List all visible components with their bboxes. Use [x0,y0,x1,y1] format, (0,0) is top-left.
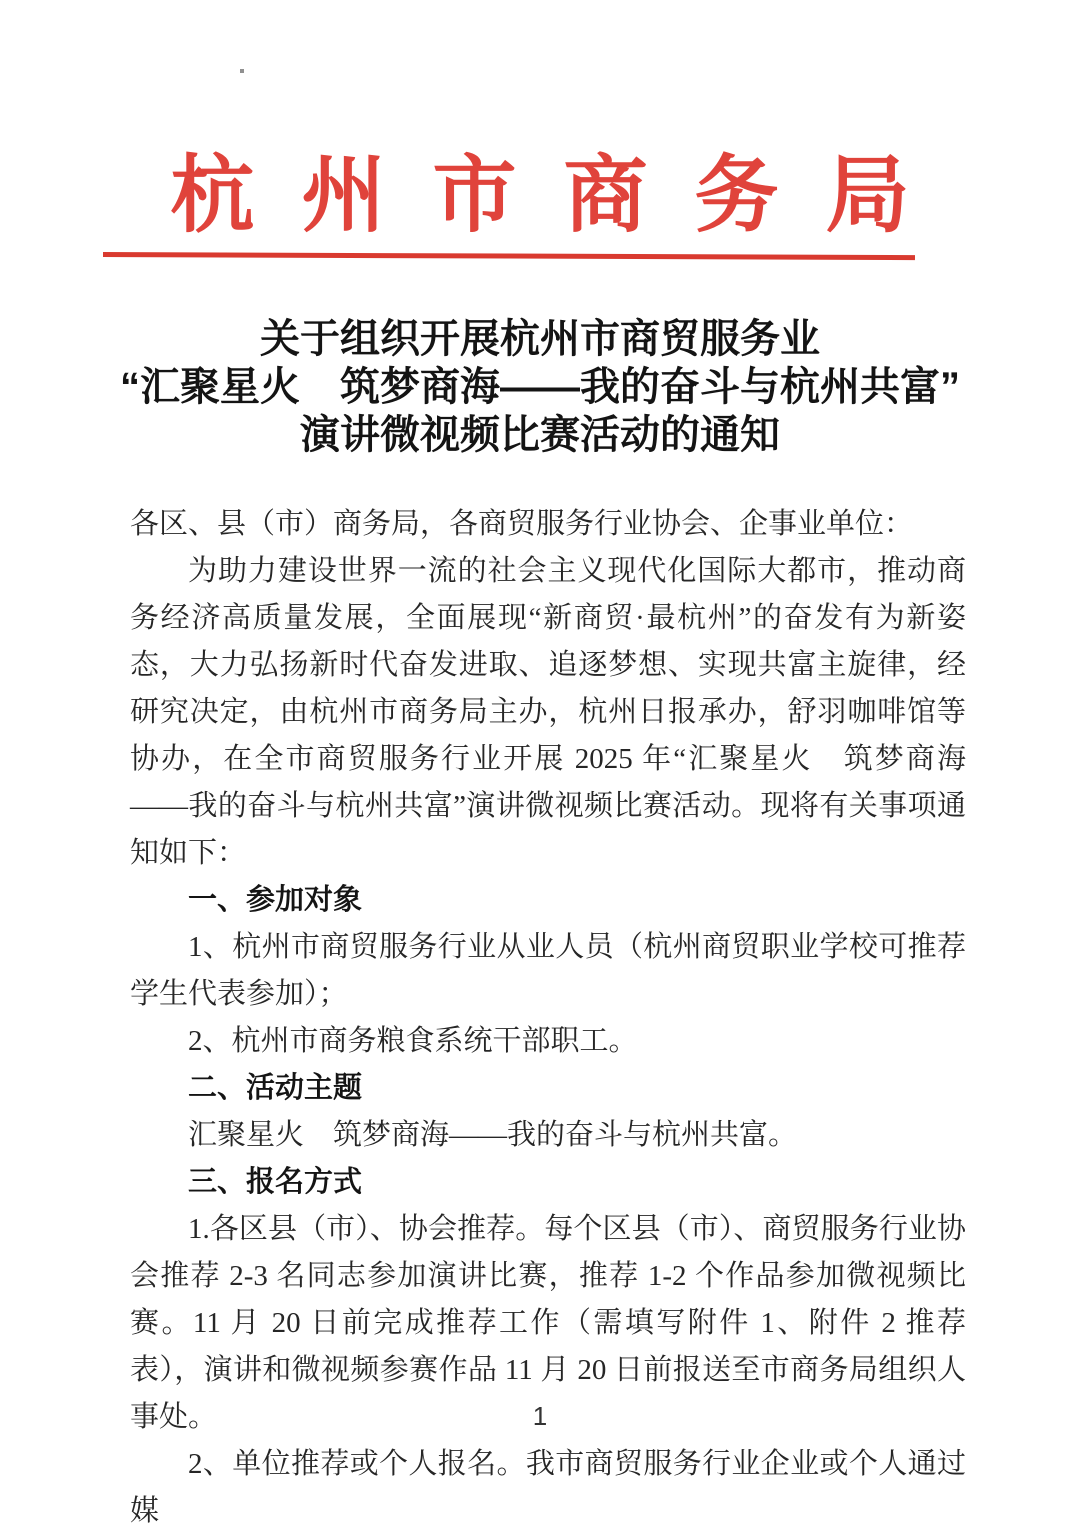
section-heading-theme: 二、活动主题 [188,1072,363,1105]
document-title [0,315,1080,459]
section-heading-participants: 一、参加对象 [188,884,363,917]
registration-item-1: 1.各区县（市）、协会推荐。每个区县（市）、商贸服务行业协会推荐 2-3 名同志参加演讲比赛，推荐 1-2 个作品参加微视频比赛。11 月 20 日前完成推荐工作（需填写附件 1、附件 2 推荐表），演讲和微视频参赛作品 11 月 20 日前报送至市商务局组织人事处。 [130,1213,966,1434]
scan-speck [240,69,244,73]
theme-text: 汇聚星火 筑梦商海——我的奋斗与杭州共富。 [188,1119,798,1152]
title-line-1: 关于组织开展杭州市商贸服务业 [260,317,820,362]
section-heading-registration: 三、报名方式 [188,1166,363,1199]
intro-paragraph: 为助力建设世界一流的社会主义现代化国际大都市，推动商务经济高质量发展，全面展现“新商贸·最杭州”的奋发有为新姿态，大力弘扬新时代奋发进取、追逐梦想、实现共富主旋律，经研究决定，由杭州市商务局主办，杭州日报承办，舒羽咖啡馆等协办，在全市商贸服务行业开展 2025 年“汇聚星火 筑梦商海——我的奋斗与杭州共富”演讲微视频比赛活动。现将有关事项通知如下： [130,555,966,870]
participants-item-2: 2、杭州市商务粮食系统干部职工。 [188,1025,638,1058]
document-body [130,501,966,1527]
title-line-3: 演讲微视频比赛活动的通知 [300,413,780,458]
letterhead [0,0,1080,257]
page-footer [0,1401,1080,1432]
agency-name: 杭 州 市 商 务 局 [170,150,910,243]
salutation: 各区、县（市）商务局，各商贸服务行业协会、企事业单位： [130,508,914,541]
title-line-2: “汇聚星火 筑梦商海——我的奋斗与杭州共富” [120,365,960,410]
participants-item-1: 1、杭州市商贸服务行业从业人员（杭州商贸职业学校可推荐学生代表参加）； [130,931,966,1011]
page-number: 1 [532,1401,548,1431]
registration-item-2-truncated: 2、单位推荐或个人报名。我市商贸服务行业企业或个人通过媒 [130,1448,966,1527]
letterhead-rule [103,252,915,260]
